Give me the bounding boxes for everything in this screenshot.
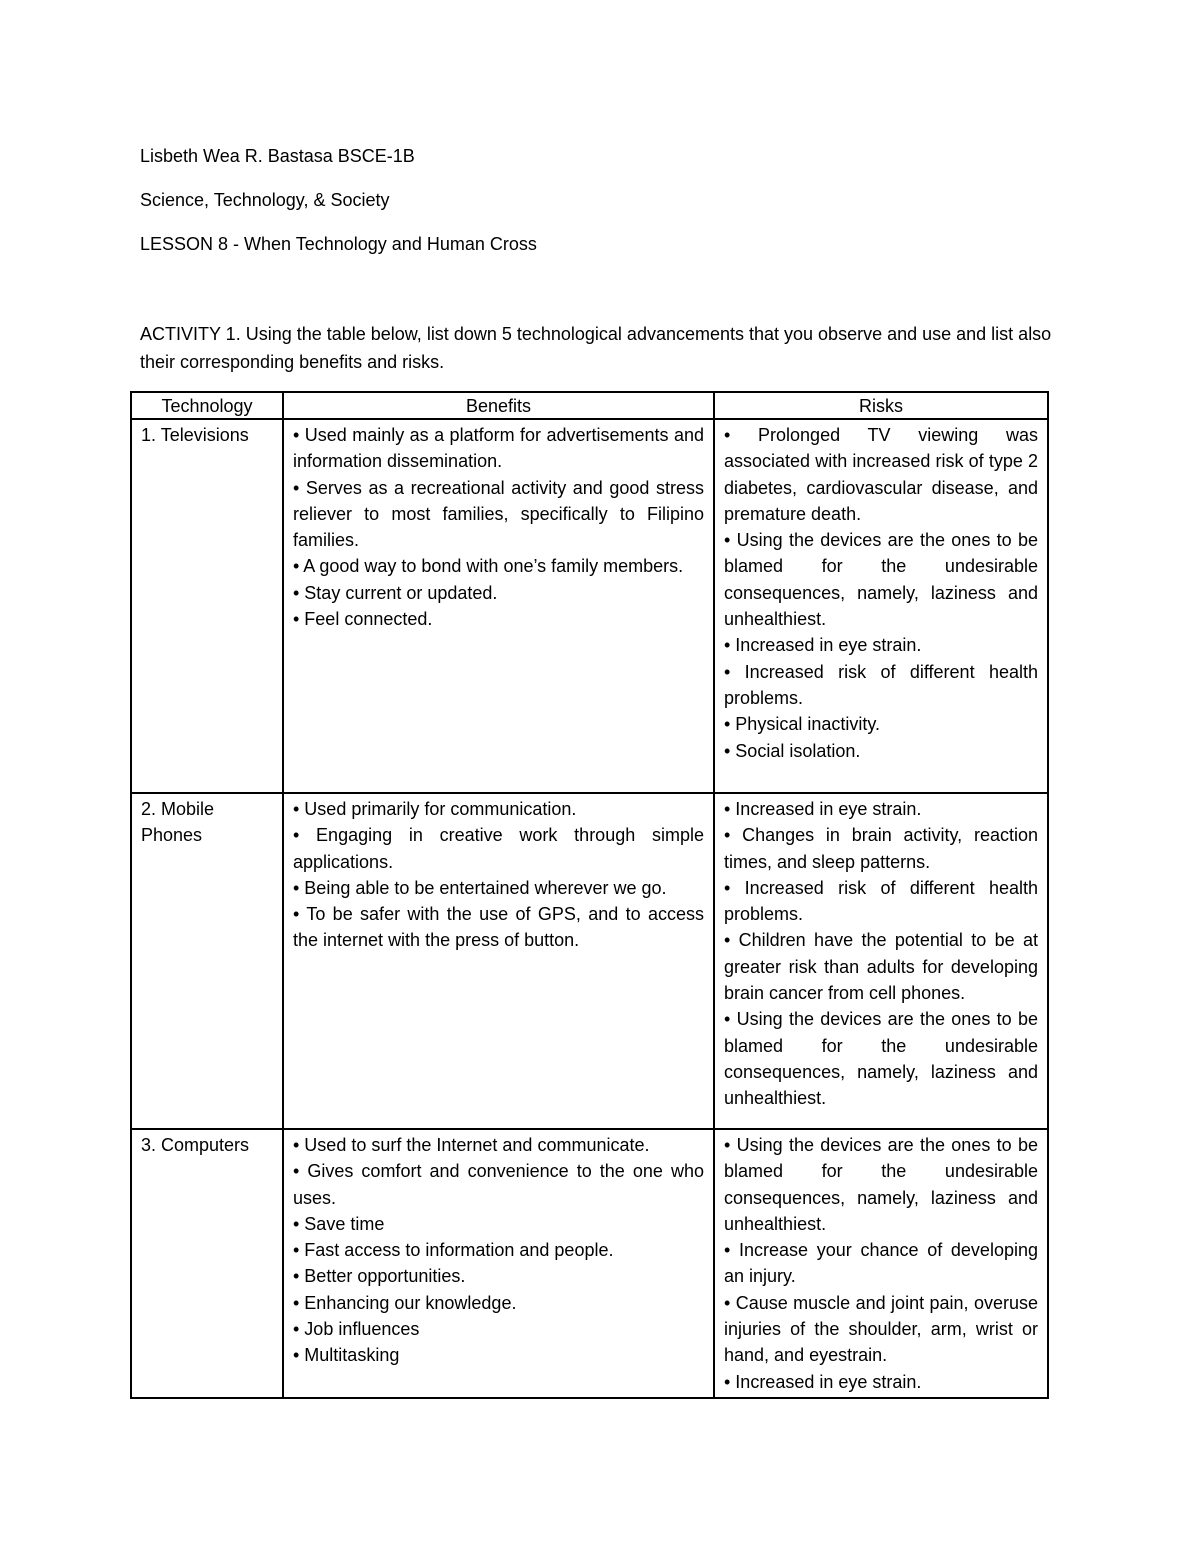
benefit-item: • Fast access to information and people. <box>293 1240 614 1261</box>
benefit-item: • Multitasking <box>293 1345 400 1366</box>
benefit-item: • Engaging in creative work through simple applications. <box>293 825 704 872</box>
risk-item: • Children have the potential to be at greater risk than adults for developing brain cancer from cell phones. <box>724 930 1038 1004</box>
risk-item: • Increased risk of different health problems. <box>724 661 1038 708</box>
risk-item: • Increase your chance of developing an injury. <box>724 1240 1038 1287</box>
table-row <box>131 1129 1048 1398</box>
benefit-item: • Being able to be entertained wherever we go. <box>293 877 667 898</box>
table-row <box>131 793 1048 1129</box>
benefit-item: • Feel connected. <box>293 609 433 630</box>
benefits-cell <box>283 793 714 1129</box>
benefit-item: • Stay current or updated. <box>293 582 498 603</box>
benefit-item: • To be safer with the use of GPS, and to access the internet with the press of button. <box>293 904 704 951</box>
benefit-item: • Used primarily for communication. <box>293 799 577 819</box>
risk-item: • Using the devices are the ones to be blamed for the undesirable consequences, namely, laziness and unhealthiest. <box>724 1135 1038 1234</box>
benefits-cell <box>283 419 714 793</box>
benefits-cell <box>283 1129 714 1398</box>
benefit-item: • Job influences <box>293 1319 420 1340</box>
risks-cell <box>714 1129 1048 1398</box>
risk-item: • Using the devices are the ones to be blamed for the undesirable consequences, namely, laziness and unhealthiest. <box>724 1009 1038 1109</box>
header-technology: Technology <box>131 392 283 419</box>
risk-item: • Increased in eye strain. <box>724 799 922 819</box>
header-benefits: Benefits <box>283 392 714 419</box>
table-header-row <box>131 392 1048 419</box>
risk-item: • Changes in brain activity, reaction times, and sleep patterns. <box>724 825 1038 872</box>
course-line: Science, Technology, & Society <box>140 190 390 210</box>
benefit-item: • Better opportunities. <box>293 1266 466 1287</box>
risk-item: • Physical inactivity. <box>724 714 881 735</box>
technology-cell: 1. Televisions <box>131 419 283 793</box>
benefit-item: • Used mainly as a platform for advertisements and information dissemination. <box>293 425 704 472</box>
risk-item: • Increased risk of different health problems. <box>724 877 1038 925</box>
benefit-item: • A good way to bond with one’s family members. <box>293 556 684 577</box>
benefit-item: • Gives comfort and convenience to the one who uses. <box>293 1161 704 1208</box>
lesson-title: LESSON 8 - When Technology and Human Cross <box>140 234 537 254</box>
activity-instruction: ACTIVITY 1. Using the table below, list down 5 technological advancements that you observe and use and list also their corresponding benefits and risks. <box>140 324 1052 372</box>
risk-item: • Using the devices are the ones to be blamed for the undesirable consequences, namely, laziness and unhealthiest. <box>724 530 1038 630</box>
risk-item: • Cause muscle and joint pain, overuse injuries of the shoulder, arm, wrist or hand, and eyestrain. <box>724 1292 1038 1366</box>
risk-item: • Increased in eye strain. <box>724 1371 922 1392</box>
benefit-item: • Serves as a recreational activity and good stress reliever to most families, specifically to Filipino families. <box>293 477 704 551</box>
table-row <box>131 419 1048 793</box>
benefit-item: • Enhancing our knowledge. <box>293 1292 517 1313</box>
header-risks: Risks <box>714 392 1048 419</box>
risks-cell <box>714 793 1048 1129</box>
student-name-line: Lisbeth Wea R. Bastasa BSCE-1B <box>140 146 415 166</box>
activity-table <box>130 391 1049 1399</box>
risk-item: • Increased in eye strain. <box>724 635 922 656</box>
risk-item: • Prolonged TV viewing was associated with increased risk of type 2 diabetes, cardiovascular disease, and premature death. <box>724 425 1038 524</box>
benefit-item: • Used to surf the Internet and communicate. <box>293 1135 650 1155</box>
risks-cell <box>714 419 1048 793</box>
technology-cell: 3. Computers <box>131 1129 283 1398</box>
technology-cell: 2. Mobile Phones <box>131 793 283 1129</box>
risk-item: • Social isolation. <box>724 740 861 761</box>
benefit-item: • Save time <box>293 1213 385 1234</box>
